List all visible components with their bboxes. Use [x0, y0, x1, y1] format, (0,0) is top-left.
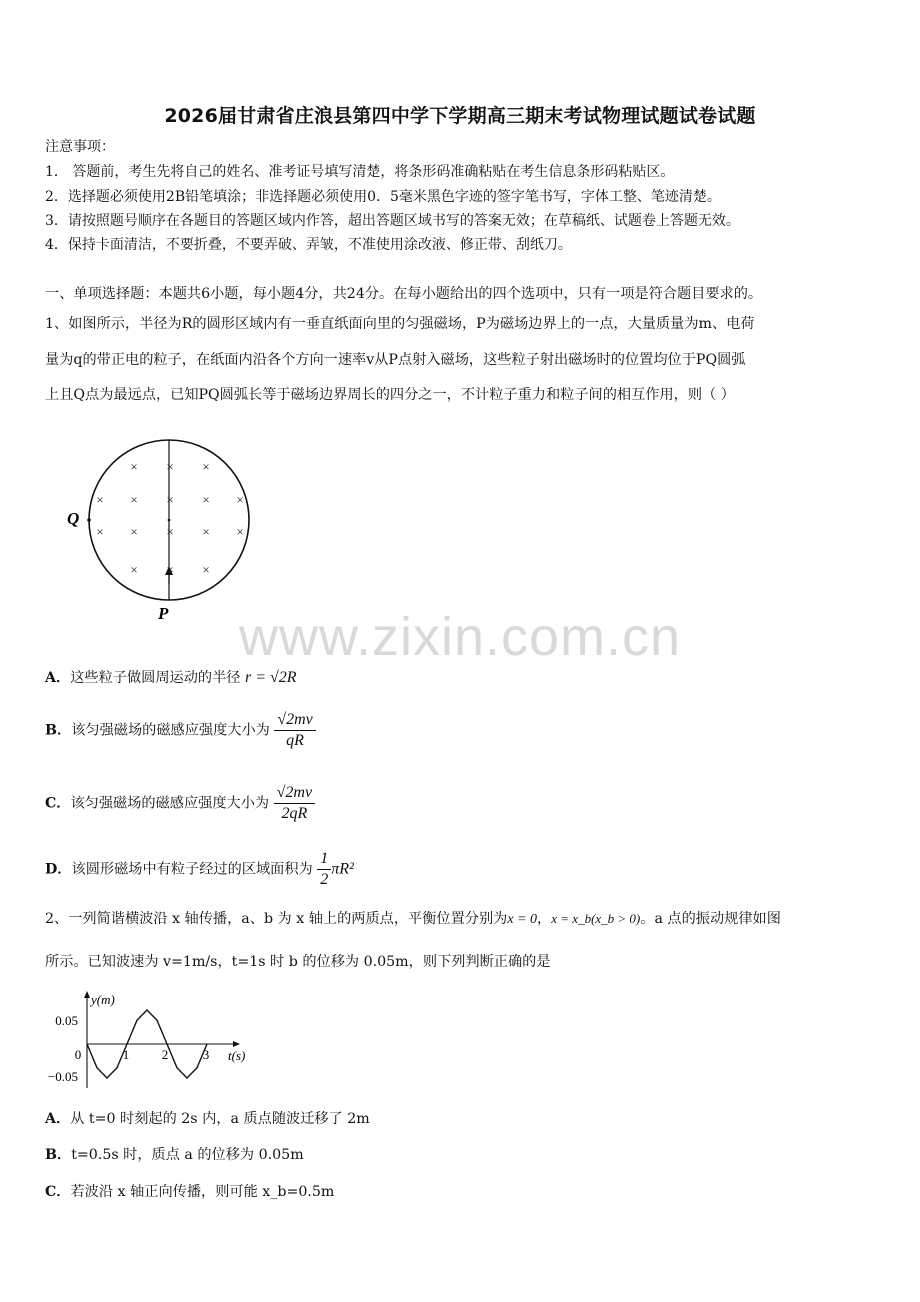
cross: × [202, 524, 210, 539]
option-math: r = √2R [244, 669, 297, 686]
q2-text: 2、一列简谐横波沿 x 轴传播，a、b 为 x 轴上的两质点，平衡位置分别为 [45, 911, 508, 927]
watermark: www.zixin.com.cn [238, 607, 682, 667]
option-key: C． [45, 1184, 71, 1200]
option-c [45, 783, 315, 824]
notice-item: 2．选择题必须使用2B铅笔填涂；非选择题必须使用0．5毫米黑色字迹的签字笔书写，字体工整、笔迹清楚。 [45, 189, 721, 205]
cross-marks [96, 459, 243, 577]
numerator: √2mv [274, 783, 315, 804]
cross: × [202, 459, 210, 474]
option-text: 该匀强磁场的磁感应强度大小为 [71, 722, 270, 739]
q2-separator: ， [537, 911, 552, 927]
option-a [45, 668, 297, 688]
cross: × [202, 492, 210, 507]
x-axis-label: t(s) [228, 1048, 246, 1063]
option-key: A． [45, 670, 71, 686]
denominator: 2 [320, 871, 329, 888]
cross: × [130, 562, 138, 577]
option-key: D． [45, 861, 72, 878]
x-axis-arrow [233, 1041, 240, 1047]
question-2-line: 所示。已知波速为 v=1m/s，t=1s 时 b 的位移为 0.05m，则下列判断正确的是 [45, 954, 551, 970]
x-tick-label: 3 [202, 1047, 210, 1062]
label-q: Q [67, 509, 80, 528]
cross: × [130, 524, 138, 539]
notice-item: 1． 答题前，考生先将自己的姓名、准考证号填写清楚，将条形码准确粘贴在考生信息条形码粘贴区。 [45, 164, 675, 180]
y-axis-label: y(m) [91, 992, 115, 1007]
notice-heading: 注意事项： [45, 139, 115, 155]
option-key: A． [45, 1111, 71, 1127]
fraction [274, 783, 315, 824]
cross: × [130, 492, 138, 507]
option-key: C． [45, 795, 71, 812]
denominator: qR [286, 732, 304, 749]
center-dot [168, 519, 171, 522]
point-q-dot [87, 518, 91, 522]
fraction [274, 710, 315, 751]
option-key: B． [45, 1147, 72, 1163]
option-text: 若波沿 x 轴正向传播，则可能 x_b=0.5m [70, 1184, 335, 1200]
cross: × [236, 492, 244, 507]
cross: × [166, 492, 174, 507]
option-b [45, 1145, 304, 1165]
y-tick-label: −0.05 [47, 1069, 78, 1084]
cross: × [96, 492, 104, 507]
cross: × [166, 524, 174, 539]
option-text: 该圆形磁场中有粒子经过的区域面积为 [71, 861, 313, 878]
option-text: 从 t=0 时刻起的 2s 内，a 质点随波迁移了 2m [70, 1111, 370, 1127]
option-d [45, 849, 354, 890]
option-text: 这些粒子做圆周运动的半径 [70, 670, 241, 686]
numerator: 1 [317, 849, 331, 870]
q2-text: 。a 点的振动规律如图 [640, 911, 781, 927]
x-tick-label: 1 [122, 1047, 130, 1062]
y-axis-arrow [84, 991, 90, 998]
q2-math: x = x_b(x_b > 0) [551, 911, 641, 926]
label-p: P [158, 604, 169, 623]
notice-item: 4．保持卡面清洁，不要折叠，不要弄破、弄皱，不准使用涂改液、修正带、刮纸刀。 [45, 237, 572, 253]
option-b [45, 710, 316, 751]
option-a [45, 1109, 370, 1129]
question-1-line: 1、如图所示，半径为R的圆形区域内有一垂直纸面向里的匀强磁场，P为磁场边界上的一点，大量质量为m、电荷 [45, 316, 755, 332]
option-text: t=0.5s 时，质点 a 的位移为 0.05m [71, 1147, 304, 1163]
section-heading: 一、单项选择题：本题共6小题，每小题4分，共24分。在每小题给出的四个选项中，只有一项是符合题目要求的。 [45, 286, 763, 302]
question-1-line: 上且Q点为最远点，已知PQ圆弧长等于磁场边界周长的四分之一，不计粒子重力和粒子间的相互作用，则（ ） [45, 387, 735, 403]
magnetic-field-figure [60, 436, 260, 626]
option-c [45, 1182, 334, 1202]
x-tick-label: 0 [74, 1047, 82, 1062]
option-math: πR² [331, 860, 354, 878]
cross: × [166, 562, 174, 577]
numerator: √2mv [274, 710, 315, 731]
question-2-line [45, 909, 781, 930]
fraction [317, 849, 331, 890]
option-key: B． [45, 722, 72, 739]
vibration-chart [40, 988, 260, 1093]
question-1-line: 量为q的带正电的粒子，在纸面内沿各个方向一速率v从P点射入磁场，这些粒子射出磁场时的位置均位于PQ圆弧 [45, 352, 746, 368]
cross: × [202, 562, 210, 577]
x-tick-label: 2 [161, 1047, 169, 1062]
cross: × [236, 524, 244, 539]
cross: × [130, 459, 138, 474]
denominator: 2qR [281, 805, 308, 822]
cross: × [166, 459, 174, 474]
y-tick-label: 0.05 [55, 1013, 78, 1028]
page-title: 2026届甘肃省庄浪县第四中学下学期高三期末考试物理试题试卷试题 [164, 105, 756, 127]
q2-math: x = 0 [507, 912, 538, 927]
cross: × [96, 524, 104, 539]
notice-item: 3．请按照题号顺序在各题目的答题区域内作答，超出答题区域书写的答案无效；在草稿纸、试题卷上答题无效。 [45, 213, 740, 229]
option-text: 该匀强磁场的磁感应强度大小为 [70, 795, 270, 812]
